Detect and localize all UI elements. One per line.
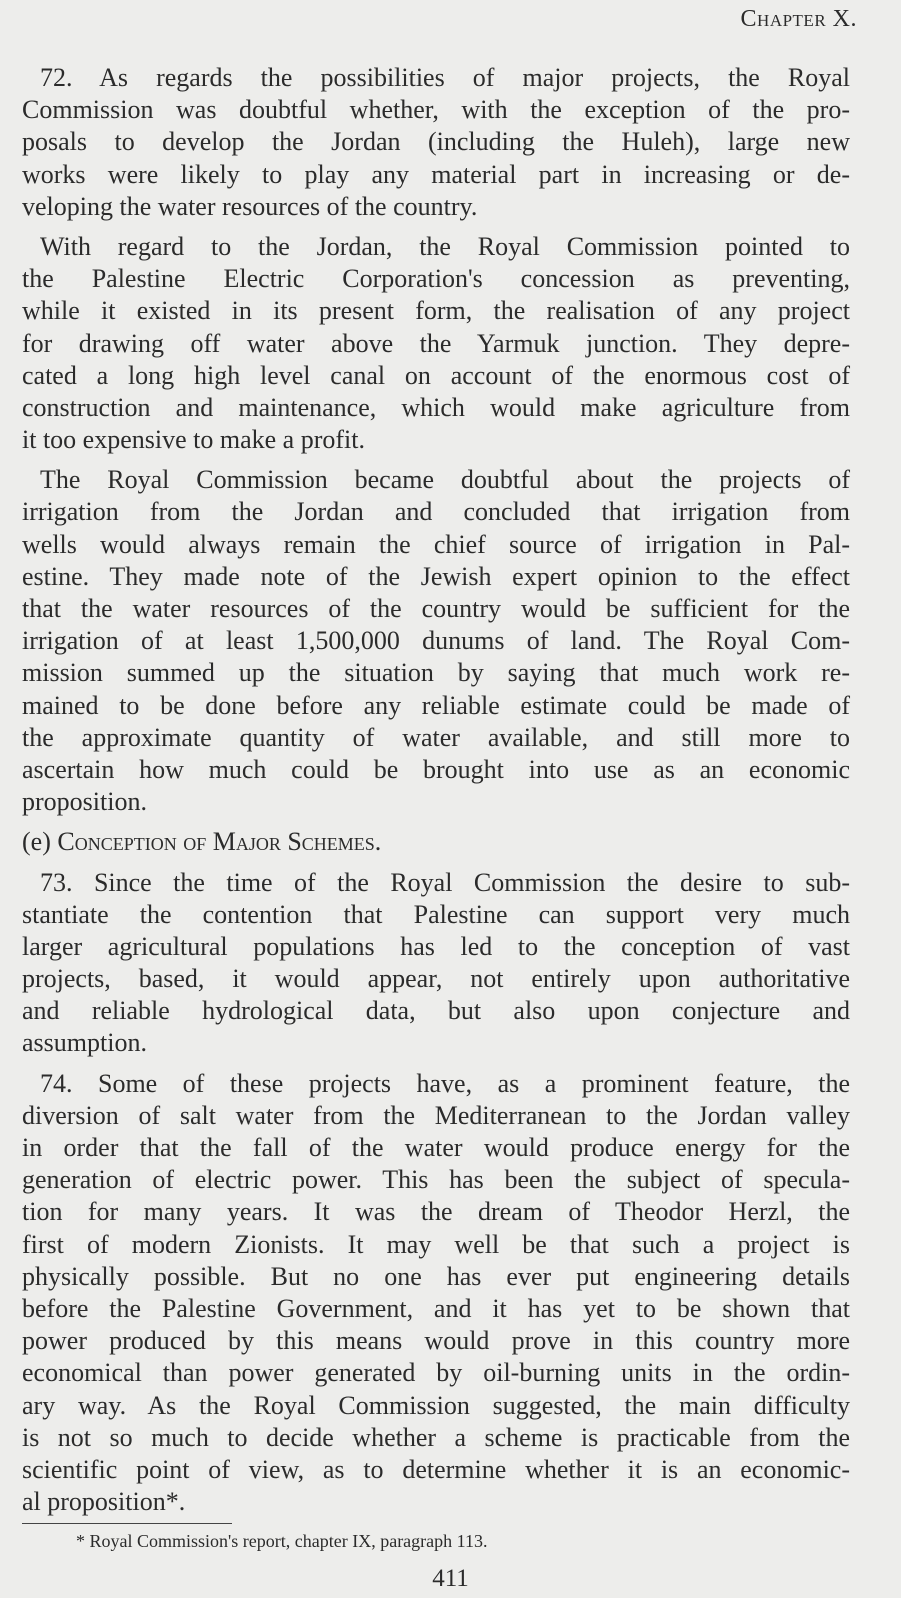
paragraphs-after xyxy=(22,867,850,1519)
text-line: scientific point of view, as to determine whether it is an economic- xyxy=(22,1454,850,1484)
text-line: projects, based, it would appear, not entirely upon authoritative xyxy=(22,964,850,994)
text-line: estine. They made note of the Jewish expert opinion to the effect xyxy=(22,561,850,591)
text-line: irrigation from the Jordan and concluded that irrigation from xyxy=(22,497,850,527)
text-line: proposition. xyxy=(22,787,147,817)
footnote: * Royal Commission's report, chapter IX, paragraph 113. xyxy=(76,1531,488,1551)
footnote-rule xyxy=(22,1523,232,1524)
text-line: it too expensive to make a profit. xyxy=(22,425,365,455)
text-line: works were likely to play any material part in increasing or de- xyxy=(22,159,850,189)
text-line: assumption. xyxy=(22,1028,147,1058)
text-line: construction and maintenance, which would make agriculture from xyxy=(22,392,850,422)
text-line: that the water resources of the country would be sufficient for the xyxy=(22,594,850,623)
text-line: 72. As regards the possibilities of major projects, the Royal xyxy=(40,63,850,92)
text-line: 74. Some of these projects have, as a prominent feature, the xyxy=(40,1068,850,1098)
text-line: mained to be done before any reliable estimate could be made of xyxy=(22,690,850,720)
text-line: and reliable hydrological data, but also upon conjecture and xyxy=(22,996,850,1026)
text-line: economical than power generated by oil-burning units in the ordin- xyxy=(22,1358,850,1388)
paragraph xyxy=(22,231,850,456)
text-line: for drawing off water above the Yarmuk junction. They depre- xyxy=(22,328,850,358)
paragraph xyxy=(22,867,850,1060)
text-line: generation of electric power. This has been the subject of specula- xyxy=(22,1165,850,1195)
paragraph xyxy=(22,62,850,223)
text-line: mission summed up the situation by saying that much work re- xyxy=(22,658,850,688)
text-line: al proposition*. xyxy=(22,1487,186,1517)
text-line: Commission was doubtful whether, with the exception of the pro- xyxy=(22,95,850,125)
text-line: veloping the water resources of the country. xyxy=(22,191,478,221)
text-line: the Palestine Electric Corporation's concession as preventing, xyxy=(22,264,850,294)
text-line: ascertain how much could be brought into use as an economic xyxy=(22,754,850,784)
text-line: physically possible. But no one has ever put engineering details xyxy=(22,1261,850,1291)
text-line: The Royal Commission became doubtful about the projects of xyxy=(40,465,850,495)
text-line: is not so much to decide whether a scheme is practicable from the xyxy=(22,1422,850,1452)
text-line: in order that the fall of the water would produce energy for the xyxy=(22,1133,850,1162)
paragraph xyxy=(22,464,850,818)
text-line: irrigation of at least 1,500,000 dunums of land. The Royal Com- xyxy=(22,626,850,656)
page-number: 411 xyxy=(432,1565,469,1592)
text-line: diversion of salt water from the Mediterranean to the Jordan valley xyxy=(22,1100,850,1130)
text-line: first of modern Zionists. It may well be that such a project is xyxy=(22,1229,850,1259)
text-line: tion for many years. It was the dream of Theodor Herzl, the xyxy=(22,1197,850,1227)
text-line: larger agricultural populations has led to the conception of vast xyxy=(22,931,850,961)
paragraphs-before xyxy=(22,62,850,818)
text-line: wells would always remain the chief source of irrigation in Pal- xyxy=(22,529,850,559)
text-line: while it existed in its present form, the realisation of any project xyxy=(22,296,850,326)
section-heading xyxy=(22,826,850,858)
text-line: cated a long high level canal on account of the enormous cost of xyxy=(22,360,850,390)
page-body xyxy=(22,62,850,1526)
text-line: ary way. As the Royal Commission suggested, the main difficulty xyxy=(22,1390,850,1420)
section-label: (e) xyxy=(22,827,51,857)
text-line: stantiate the contention that Palestine can support very much xyxy=(22,899,850,929)
text-line: the approximate quantity of water available, and still more to xyxy=(22,722,850,752)
text-line: 73. Since the time of the Royal Commission the desire to sub- xyxy=(40,867,850,897)
section-title: Conception of Major Schemes. xyxy=(57,827,382,857)
text-line: power produced by this means would prove in this country more xyxy=(22,1326,850,1356)
paragraph xyxy=(22,1068,850,1519)
running-head: Chapter X. xyxy=(740,6,857,32)
text-line: before the Palestine Government, and it has yet to be shown that xyxy=(22,1293,850,1323)
text-line: With regard to the Jordan, the Royal Commission pointed to xyxy=(40,231,850,261)
text-line: posals to develop the Jordan (including the Huleh), large new xyxy=(22,127,850,157)
